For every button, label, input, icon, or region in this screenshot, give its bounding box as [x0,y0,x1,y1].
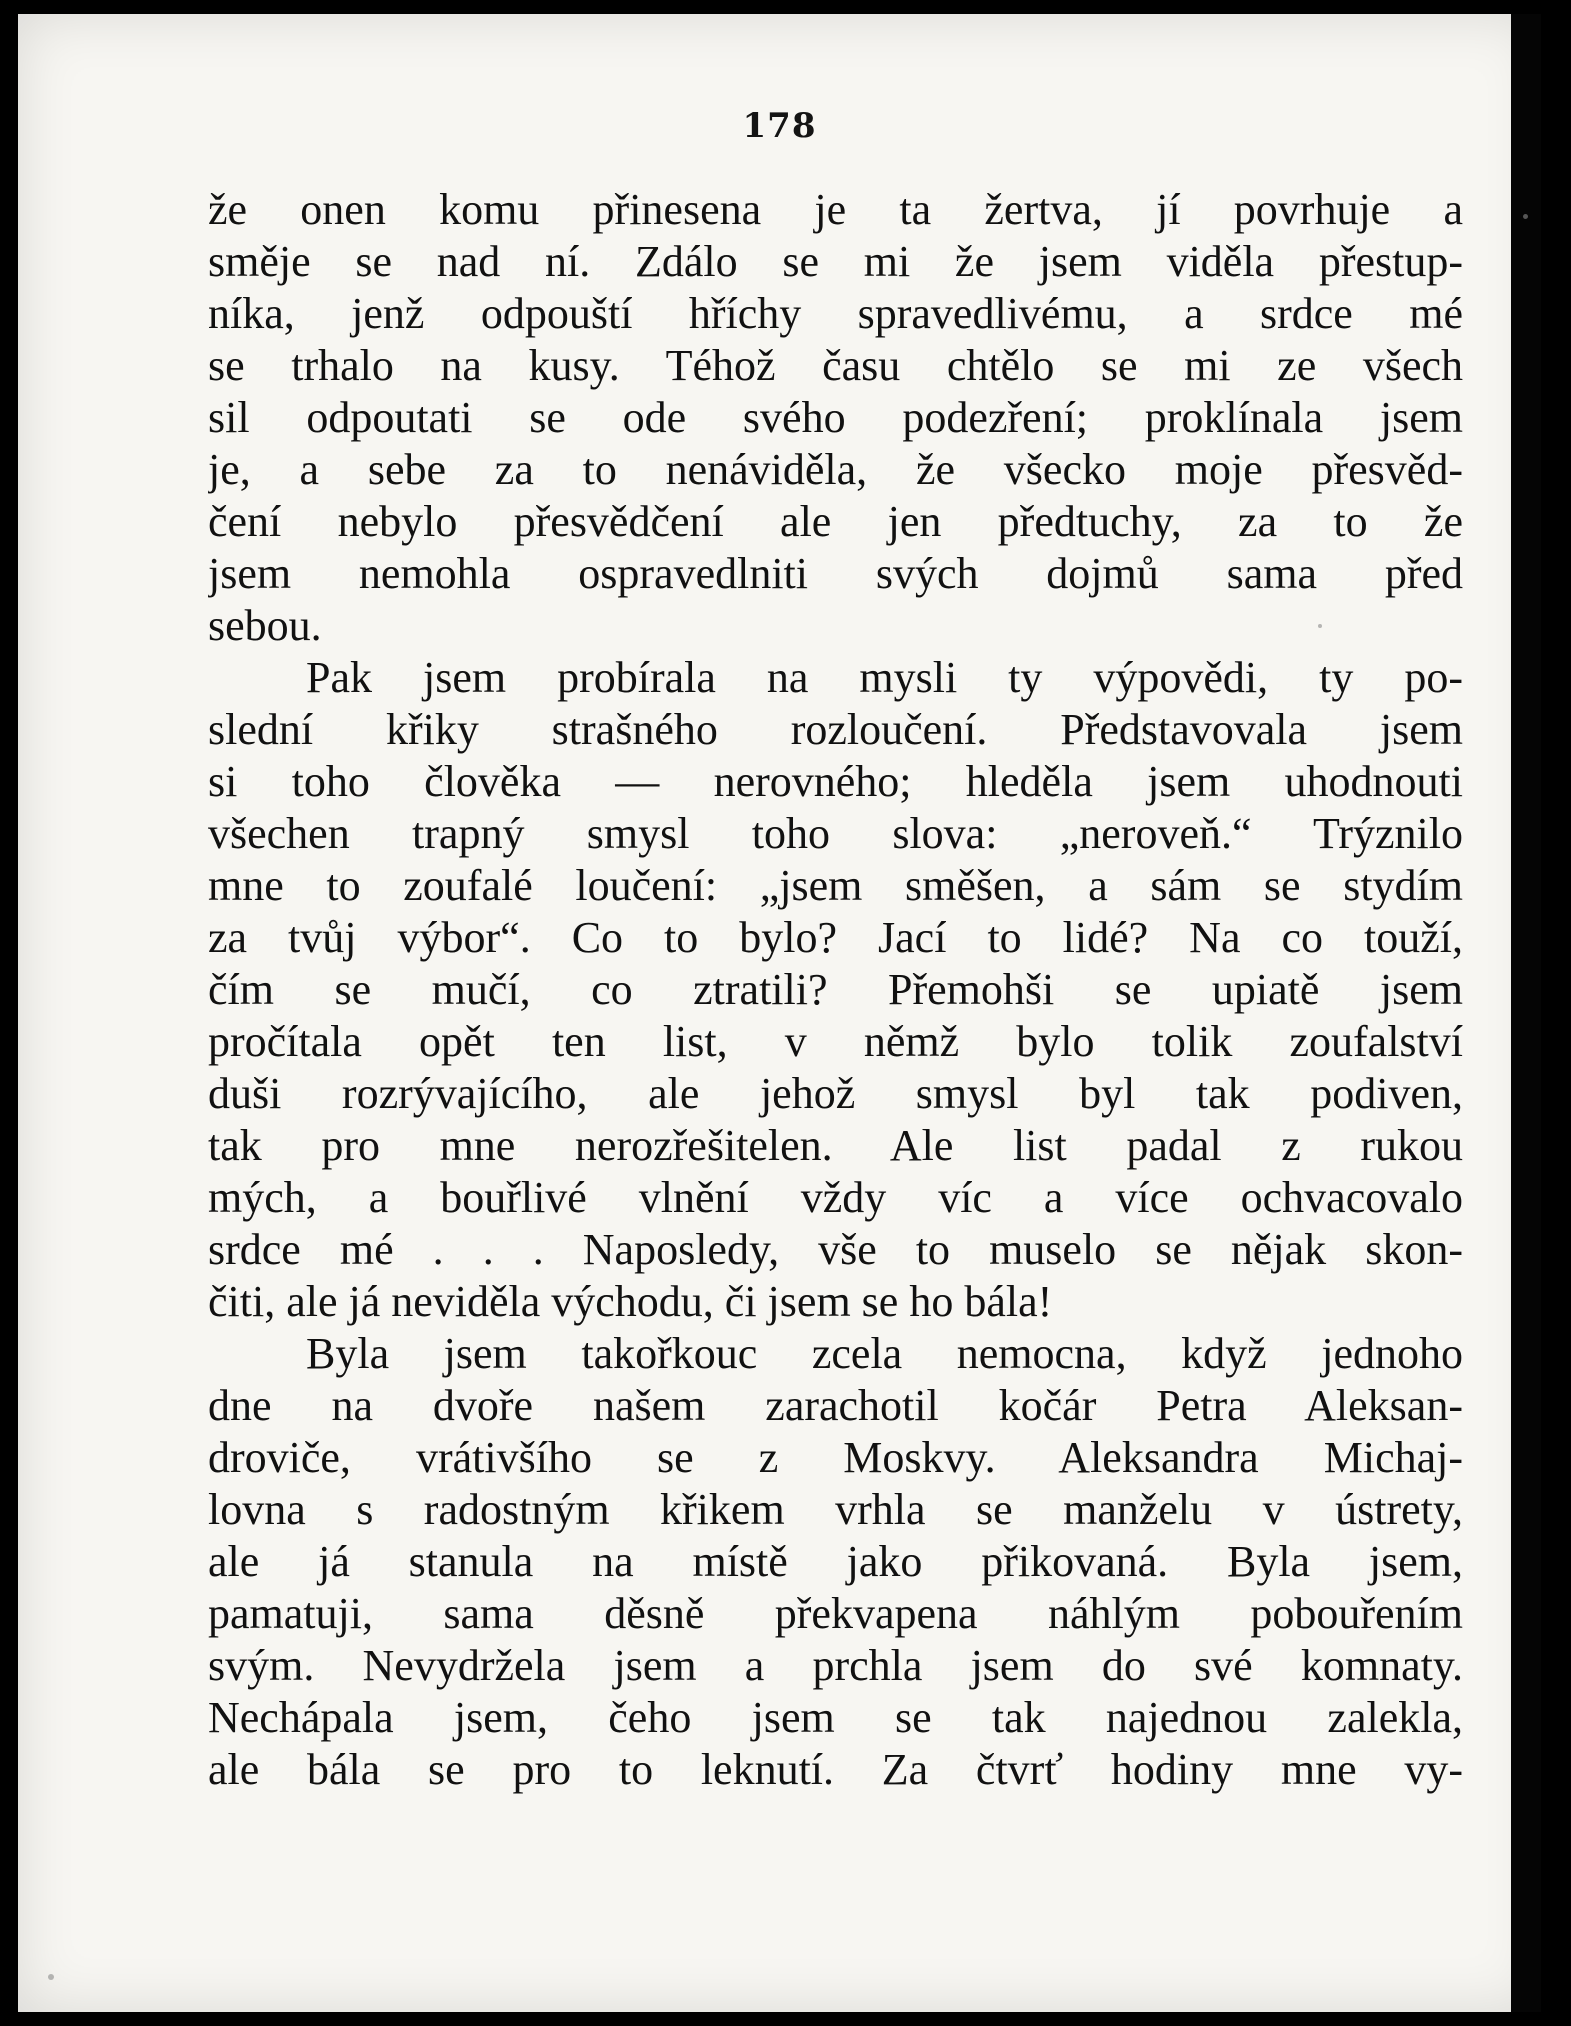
text-line: sebou. [208,601,322,650]
text-line: duši rozrývajícího, ale jehož smysl byl tak podiven, [208,1069,1463,1118]
text-line: svým. Nevydržela jsem a prchla jsem do své komnaty. [208,1641,1463,1690]
text-line: mých, a bouřlivé vlnění vždy víc a více ochvacovalo [208,1173,1463,1222]
paper-speck [1523,214,1528,219]
text-line: droviče, vrátivšího se z Moskvy. Aleksandra Michaj- [208,1433,1463,1482]
text-line: čiti, ale já neviděla východu, či jsem se ho bála! [208,1277,1053,1326]
text-line: sil odpoutati se ode svého podezření; proklínala jsem [208,393,1463,442]
text-line-paragraph-start: Byla jsem takořkouc zcela nemocna, když jednoho [306,1329,1463,1378]
text-line: pročítala opět ten list, v němž bylo tolik zoufalství [208,1017,1463,1066]
text-line: jsem nemohla ospravedlniti svých dojmů sama před [208,549,1463,598]
text-line: tak pro mne nerozřešitelen. Ale list padal z rukou [208,1121,1463,1170]
text-line: lovna s radostným křikem vrhla se manželu v ústrety, [208,1485,1463,1534]
page-dark-edge [1511,14,1541,2012]
text-line: je, a sebe za to nenáviděla, že všecko moje přesvěd- [208,445,1463,494]
text-line: čím se mučí, co ztratili? Přemohši se upiatě jsem [208,965,1463,1014]
text-line: slední křiky strašného rozloučení. Představovala jsem [208,705,1463,754]
text-line: mne to zoufalé loučení: „jsem směšen, a sám se stydím [208,861,1463,910]
text-line: ale bála se pro to leknutí. Za čtvrť hodiny mne vy- [208,1745,1463,1794]
text-line: se trhalo na kusy. Téhož času chtělo se mi ze všech [208,341,1463,390]
text-line: níka, jenž odpouští hříchy spravedlivému, a srdce mé [208,289,1463,338]
paper-speck [1318,624,1322,628]
paper-speck [48,1974,54,1980]
text-line: čení nebylo přesvědčení ale jen předtuchy, za to že [208,497,1463,546]
book-page [18,14,1541,2012]
text-line: srdce mé . . . Naposledy, vše to muselo se nějak skon- [208,1225,1463,1274]
text-line: ale já stanula na místě jako přikovaná. Byla jsem, [208,1537,1463,1586]
text-line: že onen komu přinesena je ta žertva, jí povrhuje a [208,185,1463,234]
body-text [208,184,1463,1796]
text-line: za tvůj výbor“. Co to bylo? Jací to lidé? Na co touží, [208,913,1463,962]
text-line: dne na dvoře našem zarachotil kočár Petra Aleksan- [208,1381,1463,1430]
text-line: pamatuji, sama děsně překvapena náhlým pobouřením [208,1589,1463,1638]
text-line: Nechápala jsem, čeho jsem se tak najednou zalekla, [208,1693,1463,1742]
text-line: všechen trapný smysl toho slova: „neroveň.“ Trýznilo [208,809,1463,858]
page-number: 178 [742,106,817,146]
text-line: si toho člověka — nerovného; hleděla jsem uhodnouti [208,757,1463,806]
text-line: směje se nad ní. Zdálo se mi že jsem viděla přestup- [208,237,1463,286]
text-line-paragraph-start: Pak jsem probírala na mysli ty výpovědi, ty po- [306,653,1463,702]
